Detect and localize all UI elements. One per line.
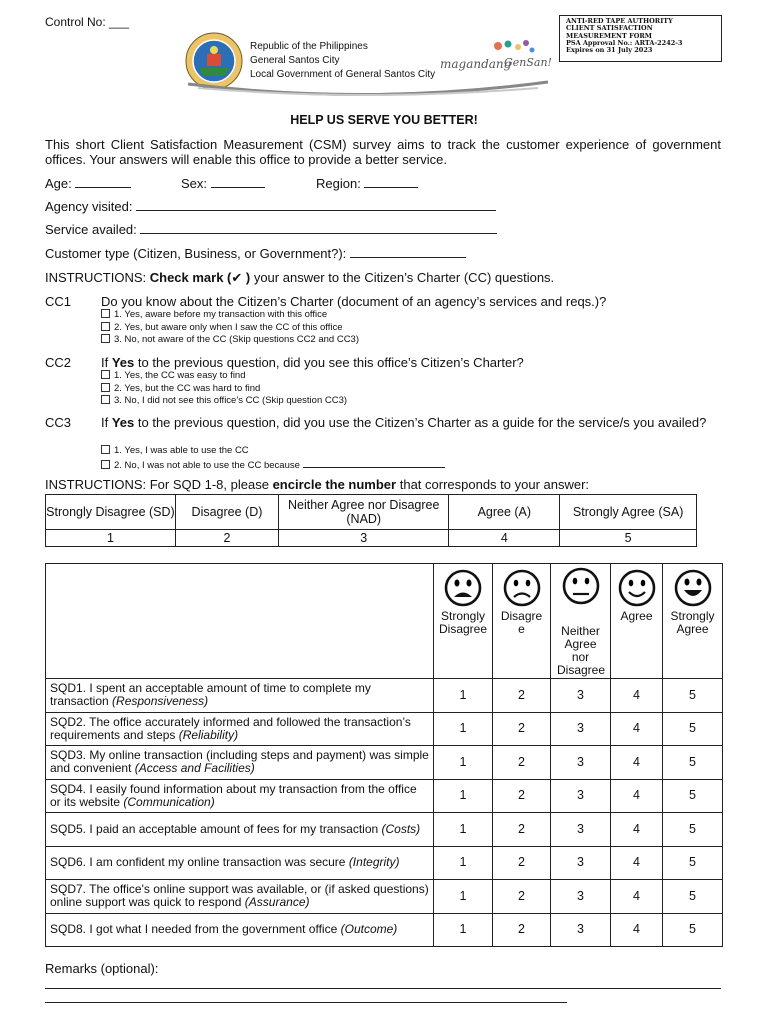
- sqd-statement: SQD2. The office accurately informed and followed the transaction’s requirements and steps (Reliability): [46, 712, 434, 746]
- sqd-score-option[interactable]: 4: [611, 712, 663, 746]
- cc-instructions: INSTRUCTIONS: Check mark (✔ ) your answer to the Citizen’s Charter (CC) questions.: [45, 270, 555, 285]
- arta-line: Expires on 31 July 2023: [566, 46, 653, 55]
- scale-value: 1: [46, 530, 176, 547]
- very-sad-face-icon: [440, 564, 486, 608]
- sqd-score-option[interactable]: 4: [611, 679, 663, 713]
- arta-line: ANTI-RED TAPE AUTHORITY: [566, 17, 673, 25]
- rating-scale-table: [45, 494, 697, 547]
- arta-line: PSA Approval No.: ARTA-2242-3: [566, 38, 683, 47]
- sqd-row: [46, 880, 723, 914]
- sqd-score-option[interactable]: 3: [551, 712, 611, 746]
- cc1-question: Do you know about the Citizen’s Charter (document of an agency’s services and reqs.)?: [101, 294, 607, 309]
- remarks-label: Remarks (optional):: [45, 961, 159, 976]
- very-happy-face-icon: [670, 564, 716, 608]
- cc1-option-3[interactable]: 3. No, not aware of the CC (Skip questions CC2 and CC3): [101, 334, 359, 347]
- sqd-score-option[interactable]: 5: [663, 846, 723, 880]
- sqd-score-option[interactable]: 5: [663, 880, 723, 914]
- sqd-score-option[interactable]: 2: [493, 813, 551, 847]
- sqd-score-option[interactable]: 3: [551, 779, 611, 813]
- checkbox[interactable]: [101, 309, 110, 318]
- sqd-table: [45, 563, 723, 679]
- face-neutral: [551, 564, 611, 679]
- service-label: Service availed:: [45, 222, 137, 237]
- sqd-score-option[interactable]: 5: [663, 712, 723, 746]
- city-line: General Santos City: [250, 55, 340, 66]
- cc1-label: CC1: [45, 294, 72, 309]
- sqd-statement: SQD6. I am confident my online transaction was secure (Integrity): [46, 846, 434, 880]
- sqd-row: [46, 846, 723, 880]
- arta-line: MEASUREMENT FORM: [566, 31, 652, 40]
- sqd-score-option[interactable]: 2: [493, 779, 551, 813]
- face-label: Agree: [620, 609, 653, 623]
- neutral-face-icon: [558, 564, 604, 608]
- sqd-score-option[interactable]: 5: [663, 746, 723, 780]
- sqd-score-option[interactable]: 2: [493, 880, 551, 914]
- scale-value: 3: [279, 530, 449, 547]
- region-label: Region:: [316, 176, 361, 191]
- sqd-score-option[interactable]: 1: [434, 746, 493, 780]
- header-swoosh: [188, 80, 548, 102]
- service-field[interactable]: [45, 222, 497, 237]
- sqd-score-option[interactable]: 2: [493, 913, 551, 947]
- sqd-score-option[interactable]: 2: [493, 746, 551, 780]
- cc3-options: [101, 445, 445, 472]
- sqd-row: [46, 913, 723, 947]
- checkbox[interactable]: [101, 445, 110, 454]
- lgu-line: Local Government of General Santos City: [250, 69, 436, 80]
- sqd-score-option[interactable]: 5: [663, 913, 723, 947]
- face-strongly-disagree: [434, 564, 493, 679]
- sqd-score-option[interactable]: 3: [551, 746, 611, 780]
- sqd-score-option[interactable]: 3: [551, 679, 611, 713]
- checkbox[interactable]: [101, 370, 110, 379]
- cc2-options: [101, 370, 347, 408]
- cc3-question: If Yes to the previous question, did you use the Citizen’s Charter as a guide for the service/s you availed?: [101, 415, 707, 430]
- agency-label: Agency visited:: [45, 199, 133, 214]
- sqd-statement: SQD8. I got what I needed from the government office (Outcome): [46, 913, 434, 947]
- sqd-score-option[interactable]: 5: [663, 779, 723, 813]
- scale-header-nad: Neither Agree nor Disagree (NAD): [279, 495, 449, 530]
- sqd-header-blank: [46, 564, 434, 679]
- customer-type-field[interactable]: [45, 246, 466, 261]
- scale-value: 5: [560, 530, 697, 547]
- cc3-label: CC3: [45, 415, 72, 430]
- cc2-question: If Yes to the previous question, did you see this office’s Citizen’s Charter?: [101, 355, 524, 370]
- checkbox[interactable]: [101, 334, 110, 343]
- scale-header-sd: Strongly Disagree (SD): [46, 495, 176, 530]
- sex-label: Sex:: [181, 176, 208, 191]
- face-strongly-agree: [663, 564, 723, 679]
- sqd-instructions: INSTRUCTIONS: For SQD 1-8, please encircle the number that corresponds to your answer:: [45, 477, 590, 492]
- sqd-score-option[interactable]: 4: [611, 813, 663, 847]
- arta-line: CLIENT SATISFACTION: [566, 24, 653, 33]
- svg-text:magandang: magandang: [440, 57, 512, 71]
- checkbox[interactable]: [101, 460, 110, 469]
- age-field[interactable]: [45, 176, 131, 191]
- intro-text: This short Client Satisfaction Measurement (CSM) survey aims to track the customer experience of government offices. Your answers will enable this office to provide a better service.: [45, 137, 721, 167]
- sqd-score-option[interactable]: 4: [611, 846, 663, 880]
- sqd-score-option[interactable]: 1: [434, 712, 493, 746]
- cc1-option-1[interactable]: 1. Yes, aware before my transaction with this office: [101, 309, 359, 322]
- remarks-line[interactable]: [45, 988, 721, 989]
- sqd-score-option[interactable]: 5: [663, 679, 723, 713]
- sqd-statement: SQD3. My online transaction (including steps and payment) was simple and convenient (Access and Facilities): [46, 746, 434, 780]
- sqd-row: [46, 679, 723, 713]
- checkbox[interactable]: [101, 395, 110, 404]
- face-label: Strongly Disagree: [438, 609, 488, 636]
- sqd-statement: SQD5. I paid an acceptable amount of fees for my transaction (Costs): [46, 813, 434, 847]
- scale-header-d: Disagree (D): [175, 495, 278, 530]
- sqd-score-option[interactable]: 4: [611, 880, 663, 914]
- sqd-score-option[interactable]: 3: [551, 813, 611, 847]
- cc3-option-1[interactable]: 1. Yes, I was able to use the CC: [101, 445, 445, 458]
- cc1-option-2[interactable]: 2. Yes, but aware only when I saw the CC of this office: [101, 322, 359, 335]
- arta-approval-box: [559, 15, 722, 62]
- face-label: Neither Agree nor Disagree: [557, 624, 606, 677]
- checkbox[interactable]: [101, 322, 110, 331]
- age-label: Age:: [45, 176, 72, 191]
- sqd-score-option[interactable]: 5: [663, 813, 723, 847]
- sqd-score-option[interactable]: 1: [434, 913, 493, 947]
- sqd-row: [46, 779, 723, 813]
- sqd-row: [46, 746, 723, 780]
- sqd-score-option[interactable]: 2: [493, 679, 551, 713]
- scale-header-a: Agree (A): [449, 495, 560, 530]
- sqd-score-option[interactable]: 2: [493, 846, 551, 880]
- cc3-option-2[interactable]: 2. No, I was not able to use the CC because: [101, 458, 445, 473]
- sex-field[interactable]: [181, 176, 265, 191]
- region-field[interactable]: [316, 176, 418, 191]
- sqd-score-option[interactable]: 4: [611, 779, 663, 813]
- sqd-score-option[interactable]: 1: [434, 779, 493, 813]
- sqd-row: [46, 712, 723, 746]
- face-label: Disagre e: [500, 609, 543, 636]
- form-title: HELP US SERVE YOU BETTER!: [290, 113, 478, 127]
- sad-face-icon: [499, 564, 545, 608]
- sqd-score-option[interactable]: 4: [611, 746, 663, 780]
- sqd-row: [46, 813, 723, 847]
- sqd-score-option[interactable]: 4: [611, 913, 663, 947]
- svg-text:GenSan!: GenSan!: [504, 56, 552, 69]
- cc2-option-1[interactable]: 1. Yes, the CC was easy to find: [101, 370, 347, 383]
- cc1-options: [101, 309, 359, 347]
- sqd-score-option[interactable]: 1: [434, 679, 493, 713]
- scale-header-sa: Strongly Agree (SA): [560, 495, 697, 530]
- republic-line: Republic of the Philippines: [250, 41, 368, 52]
- cc2-label: CC2: [45, 355, 72, 370]
- sqd-score-option[interactable]: 1: [434, 813, 493, 847]
- sqd-statement: SQD7. The office's online support was available, or (if asked questions) online support was quick to respond (Assurance): [46, 880, 434, 914]
- sqd-score-option[interactable]: 1: [434, 846, 493, 880]
- checkbox[interactable]: [101, 383, 110, 392]
- face-label: Strongly Agree: [670, 609, 715, 636]
- smile-face-icon: [614, 564, 660, 608]
- sqd-rows: [45, 678, 723, 947]
- scale-value: 4: [449, 530, 560, 547]
- control-number: Control No: ___: [45, 15, 130, 29]
- sqd-score-option[interactable]: 2: [493, 712, 551, 746]
- sqd-score-option[interactable]: 3: [551, 913, 611, 947]
- cc2-option-2[interactable]: 2. Yes, but the CC was hard to find: [101, 383, 347, 396]
- sqd-statement: SQD4. I easily found information about my transaction from the office or its website (Communication): [46, 779, 434, 813]
- scale-value: 2: [175, 530, 278, 547]
- face-disagree: [493, 564, 551, 679]
- customer-type-label: Customer type (Citizen, Business, or Government?):: [45, 246, 347, 261]
- cc2-option-3[interactable]: 3. No, I did not see this office’s CC (Skip question CC3): [101, 395, 347, 408]
- face-agree: [611, 564, 663, 679]
- agency-field[interactable]: [45, 199, 496, 214]
- sqd-score-option[interactable]: 3: [551, 846, 611, 880]
- gensan-brand-logo: [438, 36, 552, 76]
- sqd-score-option[interactable]: 3: [551, 880, 611, 914]
- sqd-statement: SQD1. I spent an acceptable amount of time to complete my transaction (Responsiveness): [46, 679, 434, 713]
- sqd-score-option[interactable]: 1: [434, 880, 493, 914]
- remarks-line[interactable]: [45, 1002, 567, 1003]
